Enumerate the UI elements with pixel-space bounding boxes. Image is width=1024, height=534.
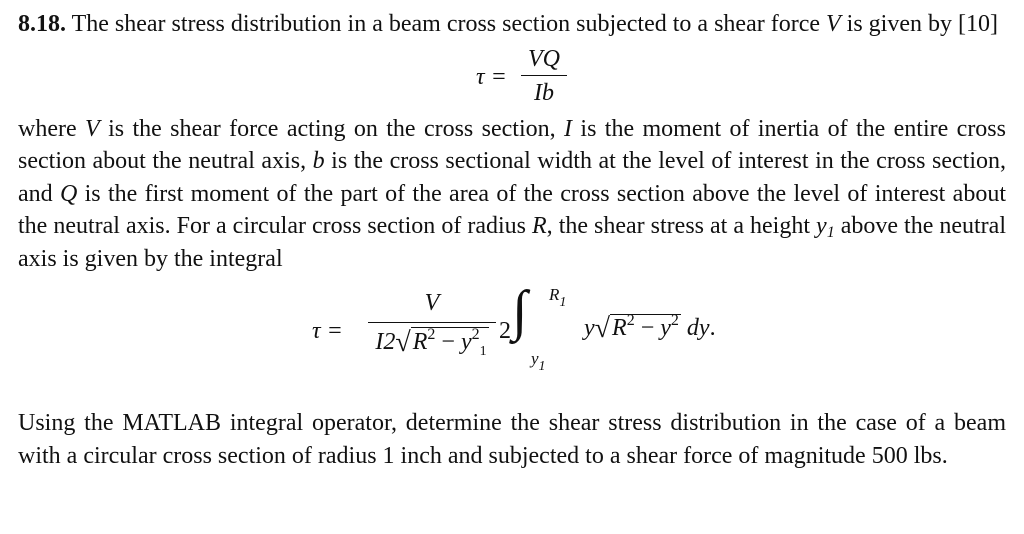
shear-stress-integral-equation — [18, 280, 1006, 407]
equation1-denominator: Ib — [534, 79, 554, 106]
integrand: $y√R^2 - y^2$ dy. — [584, 312, 716, 344]
integral-upper-limit: $R_1$ — [549, 285, 567, 310]
problem-statement-intro — [18, 8, 1006, 41]
intro-text-b: is given by [10] — [840, 11, 998, 37]
fraction-bar — [521, 75, 567, 76]
var-V: V — [85, 115, 100, 142]
equation1-fraction — [521, 45, 567, 107]
integrand-radicand: $R^2 - y^2$ — [612, 312, 679, 341]
problem-number: 8.18. — [18, 11, 66, 37]
intro-text-a: The shear stress distribution in a beam cross section subjected to a shear force — [66, 11, 826, 37]
var-Q: Q — [59, 180, 78, 207]
equation1-lhs: τ = — [476, 63, 507, 90]
sqrt-icon: √ — [594, 313, 611, 344]
variable-definitions-paragraph: where V is the shear force acting on the cross section, I is the moment of inertia of the entire cross section about the neutral axis, b is the cross sectional width at the level of interest in the cross section, and Q is the first moment of the part of the area of the cross section above the level of interest about the neutral axis. For a circular cross section of radius R, the shear stress at a height $y_1$ above the neutral axis is given by the integral — [18, 115, 1007, 272]
var-R: R — [532, 213, 547, 239]
denominator-radicand: $R^2 - y^2_1$ — [412, 326, 487, 359]
integral-lower-limit: $y_1$ — [531, 349, 546, 374]
var-b: b — [312, 148, 325, 174]
integral-icon: ∫ — [512, 280, 528, 342]
sqrt-icon: √ — [395, 327, 411, 358]
task-paragraph: Using the MATLAB integral operator, determine the shear stress distribution in the case of a beam with a circular cross section of radius 1 inch and subjected to a shear force of magnitude 500 lbs. — [18, 410, 1006, 469]
equation1-numerator: VQ — [528, 45, 560, 72]
var-y1: $y_1$ — [816, 213, 835, 241]
equation2-denominator: $I2√R^2 - y^2_1$ — [375, 326, 487, 359]
equation2-fraction — [368, 289, 496, 357]
fraction-bar — [368, 322, 496, 323]
equation2-numerator: V — [424, 290, 440, 316]
equation2-factor: 2 — [499, 318, 511, 344]
equation2-lhs: τ = — [312, 318, 343, 344]
shear-stress-equation — [18, 45, 1006, 109]
intro-var-V: V — [826, 11, 841, 37]
var-I: I — [564, 115, 573, 142]
